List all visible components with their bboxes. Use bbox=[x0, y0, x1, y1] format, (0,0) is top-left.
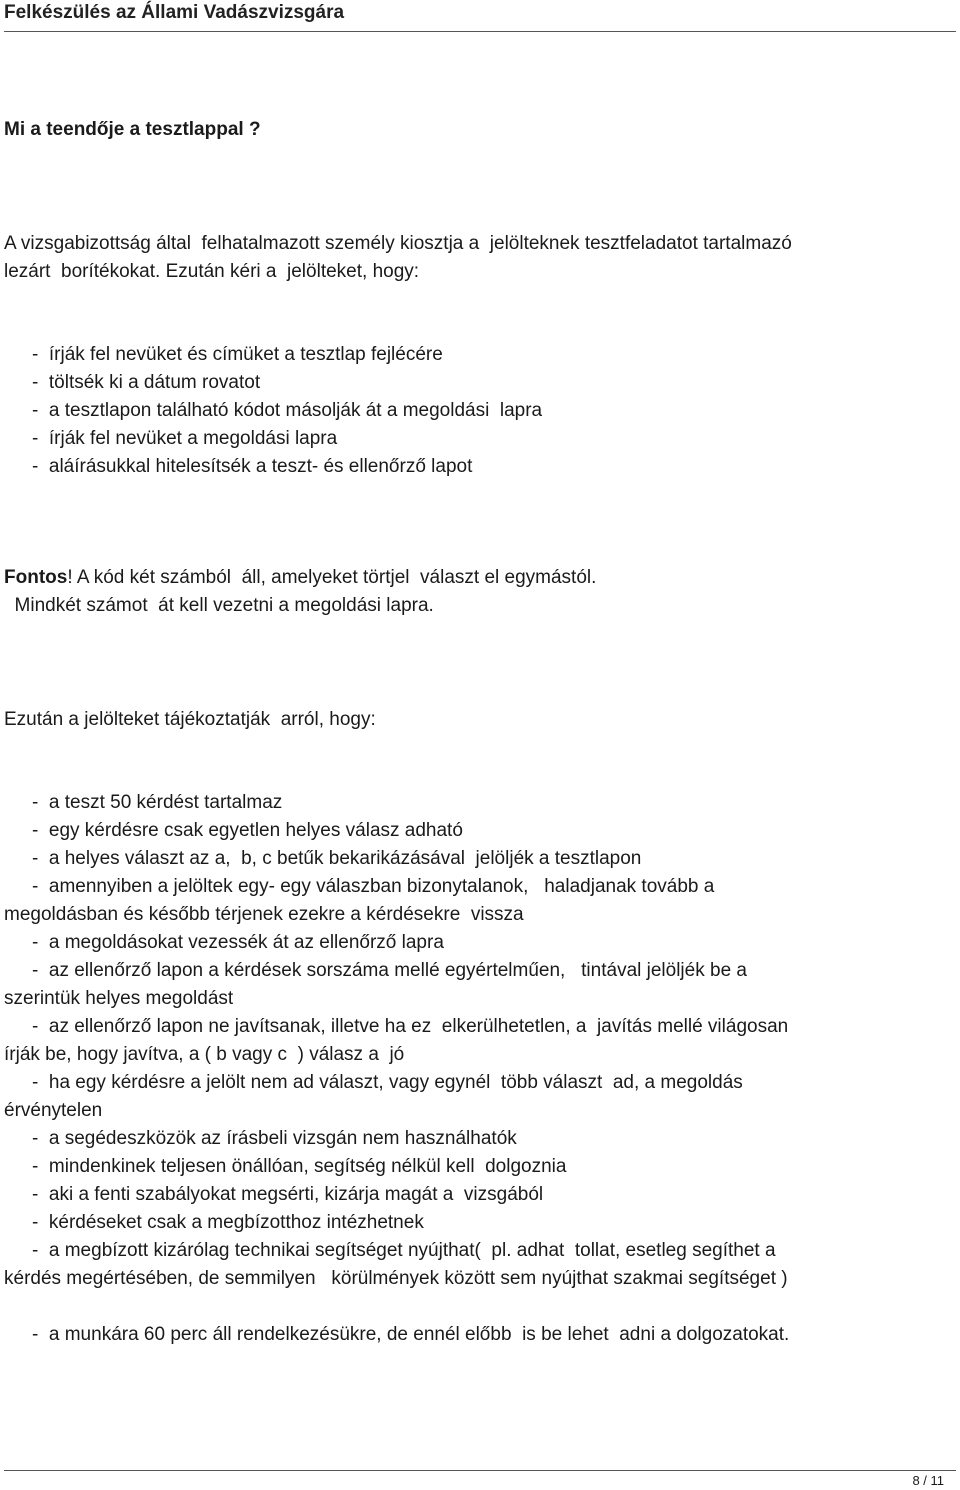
important-text: ! A kód két számból áll, amelyeket törtjel választ el egymástól. bbox=[67, 567, 597, 588]
intro-line-1: A vizsgabizottság által felhatalmazott személy kiosztja a jelölteknek tesztfeladatot tartalmazó bbox=[4, 233, 792, 254]
rule-item-continuation: kérdés megértésében, de semmilyen körülmények között sem nyújthat szakmai segítséget ) bbox=[4, 1268, 788, 1289]
page-header-title: Felkészülés az Állami Vadászvizsgára bbox=[4, 2, 345, 23]
info-intro: Ezután a jelölteket tájékoztatják arról, hogy: bbox=[4, 709, 376, 730]
rule-item: - a teszt 50 kérdést tartalmaz bbox=[32, 792, 283, 813]
step-item: - a tesztlapon található kódot másolják át a megoldási lapra bbox=[32, 400, 543, 421]
rule-item-continuation: szerintük helyes megoldást bbox=[4, 988, 234, 1009]
important-note-line-2: Mindkét számot át kell vezetni a megoldási lapra. bbox=[4, 595, 434, 616]
page-number: 8 / 11 bbox=[912, 1473, 944, 1488]
section-heading: Mi a teendője a tesztlappal ? bbox=[4, 119, 261, 140]
rule-item-continuation: megoldásban és később térjenek ezekre a kérdésekre vissza bbox=[4, 904, 524, 925]
important-note-line-1 bbox=[4, 566, 596, 590]
rule-item: - az ellenőrző lapon a kérdések sorszáma mellé egyértelműen, tintával jelöljék be a bbox=[32, 960, 747, 981]
step-item: - töltsék ki a dátum rovatot bbox=[32, 372, 261, 393]
rule-item-continuation: érvénytelen bbox=[4, 1100, 103, 1121]
rule-item: - aki a fenti szabályokat megsérti, kizárja magát a vizsgából bbox=[32, 1184, 544, 1205]
rule-item: - a helyes választ az a, b, c betűk bekarikázásával jelöljék a tesztlapon bbox=[32, 848, 642, 869]
intro-line-2: lezárt borítékokat. Ezután kéri a jelölteket, hogy: bbox=[4, 261, 420, 282]
step-item: - írják fel nevüket és címüket a tesztlap fejlécére bbox=[32, 344, 443, 365]
header-divider bbox=[4, 31, 956, 32]
rule-item: - egy kérdésre csak egyetlen helyes válasz adható bbox=[32, 820, 463, 841]
final-rule: - a munkára 60 perc áll rendelkezésükre, de ennél előbb is be lehet adni a dolgozatokat. bbox=[32, 1324, 790, 1345]
rule-item: - a megbízott kizárólag technikai segítséget nyújthat( pl. adhat tollat, esetleg segíthet a bbox=[32, 1240, 776, 1261]
important-label: Fontos bbox=[4, 567, 68, 588]
step-item: - aláírásukkal hitelesítsék a teszt- és ellenőrző lapot bbox=[32, 456, 473, 477]
rule-item: - kérdéseket csak a megbízotthoz intézhetnek bbox=[32, 1212, 424, 1233]
rule-item: - mindenkinek teljesen önállóan, segítség nélkül kell dolgoznia bbox=[32, 1156, 567, 1177]
rule-item: - az ellenőrző lapon ne javítsanak, illetve ha ez elkerülhetetlen, a javítás mellé világosan bbox=[32, 1016, 789, 1037]
rule-item: - amennyiben a jelöltek egy- egy válaszban bizonytalanok, haladjanak tovább a bbox=[32, 876, 715, 897]
rule-item: - a segédeszközök az írásbeli vizsgán nem használhatók bbox=[32, 1128, 517, 1149]
step-item: - írják fel nevüket a megoldási lapra bbox=[32, 428, 338, 449]
rule-item-continuation: írják be, hogy javítva, a ( b vagy c ) válasz a jó bbox=[4, 1044, 405, 1065]
footer-divider bbox=[4, 1470, 956, 1471]
rule-item: - a megoldásokat vezessék át az ellenőrző lapra bbox=[32, 932, 444, 953]
rule-item: - ha egy kérdésre a jelölt nem ad választ, vagy egynél több választ ad, a megoldás bbox=[32, 1072, 743, 1093]
